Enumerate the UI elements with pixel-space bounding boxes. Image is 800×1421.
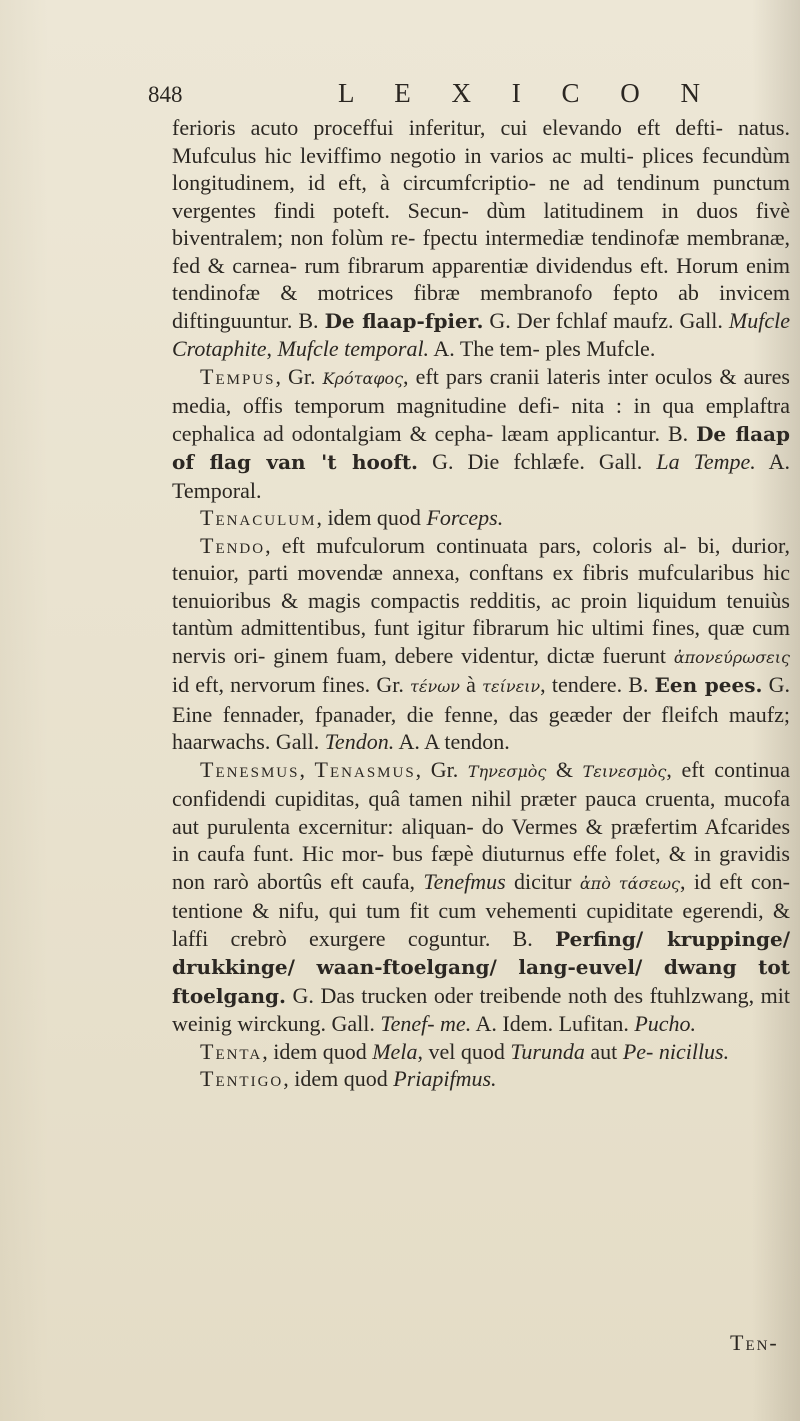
entry-text: , idem quod [316, 505, 427, 530]
dutch-blackletter: De flaap-fpier. [324, 308, 484, 333]
body-text [172, 114, 790, 1093]
entry-paragraph-tenaculum [172, 504, 790, 532]
italic-term: Mufcle Crotaphite [172, 307, 790, 361]
entry-headword: Tentigo [200, 1066, 284, 1091]
catchword: Ten- [730, 1330, 779, 1355]
entry-headword: Tempus [200, 363, 276, 389]
entry-paragraph-tenesmus [172, 756, 790, 1038]
entry-paragraph-tentigo [172, 1065, 790, 1093]
entry-text: dicitur [505, 868, 580, 894]
dutch-blackletter: Perfing/ kruppinge/ drukkinge/ waan-ftoelgang/ lang-euvel/ dwang tot ftoelgang. [172, 926, 791, 1008]
entry-text: , Gr. [275, 363, 323, 389]
entry-headword: Tenaculum [200, 505, 317, 530]
entry-text: , [299, 756, 315, 782]
greek-term: τείνειν [482, 677, 541, 696]
italic-term: Pucho. [634, 1011, 697, 1036]
entry-text: , id eft con- tentione & nifu, qui tum fit cum vehementi cupiditate egerendi, & laffi crebrò exurgere coguntur. B. [172, 868, 790, 951]
entry-paragraph-tendo [172, 532, 790, 756]
entry-text: & [546, 756, 583, 782]
entry-paragraph-tempus [172, 363, 790, 505]
entry-text: G. Die fchlæfe. Gall. [418, 449, 657, 474]
page-heading: L E X I C O N [338, 78, 717, 108]
entry-text: A. The tem- ples Mufcle. [429, 336, 656, 361]
entry-text: à [459, 672, 483, 697]
entry-text: G. Eine fennader, fpanader, die fenne, das geæder der fleifch maufz; haarwachs. Gall. [172, 672, 791, 754]
entry-text: id eft, nervorum fines. Gr. [172, 672, 411, 697]
italic-term: Tendon. [324, 729, 395, 754]
greek-term: ἀπονεύρωσεις [673, 647, 790, 667]
entry-text: , eft continua confidendi cupiditas, quâ tamen nihil præter pauca cruenta, mucofa aut purulenta excernitur: aliquan- do Vermes & præfertim Afcarides in caufa funt. Hic mor- bus fæpè diuturnus effe folet, & in gravidis non rarò abortûs eft caufa, [172, 756, 790, 894]
greek-term: ἀπὸ τάσεως [579, 873, 680, 893]
entry-text: aut [584, 1038, 623, 1064]
entry-text: , idem quod [262, 1038, 373, 1064]
italic-term: Priapifmus. [393, 1066, 497, 1091]
entry-headword: Tenesmus [200, 756, 300, 782]
entry-text: G. Der fchlaf maufz. Gall. [483, 307, 729, 333]
entry-paragraph-tenta [172, 1038, 790, 1066]
entry-text: , idem quod [283, 1066, 394, 1091]
entry-text: , Gr. [415, 756, 468, 782]
entry-headword: Tenta [200, 1038, 263, 1064]
italic-term: Turunda [510, 1038, 585, 1064]
italic-term: Tenefmus [423, 868, 506, 894]
italic-term: Tenef- me. [380, 1011, 472, 1036]
greek-term: Τηνεσμὸς [467, 761, 547, 781]
italic-term: Mela [372, 1038, 418, 1064]
italic-term: La Tempe. [656, 449, 756, 474]
entry-text: , [266, 336, 278, 361]
greek-term: τένων [410, 677, 460, 696]
entry-headword: Tenasmus [314, 756, 416, 782]
dutch-blackletter: Een pees. [654, 673, 763, 697]
entry-text: A. Temporal. [172, 449, 790, 503]
dutch-blackletter: De flaap of flag van 't hooft. [172, 421, 790, 474]
italic-term: Forceps. [426, 505, 504, 530]
entry-text: A. Idem. Lufitan. [471, 1011, 635, 1036]
entry-headword: Tendo [200, 532, 266, 558]
entry-text: , vel quod [417, 1038, 511, 1064]
entry-text: , eft pars cranii lateris inter oculos & aures media, offis temporum magnitudine defi- nita : in qua emplaftra cephalica ad odontalgiam & cepha- læam applicantur. B. [172, 363, 790, 446]
greek-term: Κρόταφος [322, 368, 404, 388]
entry-paragraph-cont [172, 114, 790, 363]
entry-text: A. A tendon. [394, 729, 510, 754]
italic-term: Pe- nicillus. [622, 1038, 730, 1064]
entry-text: , tendere. B. [540, 672, 655, 697]
entry-text: , eft mufculorum continuata pars, coloris al- bi, durior, tenuior, parti movendæ annexa, conftans ex fibris mufcularibus hic tenuioribus & magis compactis redditis, ac proin liquidum tenuiùs tantùm admittentibus, funt igitur fibrarum hic ultimi fines, quæ cum nervis ori- ginem fuam, debere videntur, dictæ fuerunt [172, 532, 790, 668]
page-number: 848 [148, 82, 183, 107]
italic-term: Mufcle temporal. [277, 336, 430, 361]
entry-text: ferioris acuto proceffui inferitur, cui elevando eft defti- natus. Mufculus hic leviffimo negotio in varios ac multi- plices fecundùm longitudinem, id eft, à circumfcriptio- ne ad tendinum punctum vergentes findi poteft. Secun- dùm latitudinem in duos fivè biventralem; non folùm re- fpectu intermediæ tendinofæ membranæ, fed & carnea- rum fibrarum apparentiæ dividendus eft. Horum enim tendinofæ & motrices fibræ membranofo fepto ab invicem diftinguuntur. B. [172, 115, 790, 333]
greek-term: Τεινεσμὸς [582, 761, 667, 781]
entry-text: G. Das trucken oder treibende noth des ftuhlzwang, mit weinig wirckung. Gall. [172, 982, 790, 1036]
